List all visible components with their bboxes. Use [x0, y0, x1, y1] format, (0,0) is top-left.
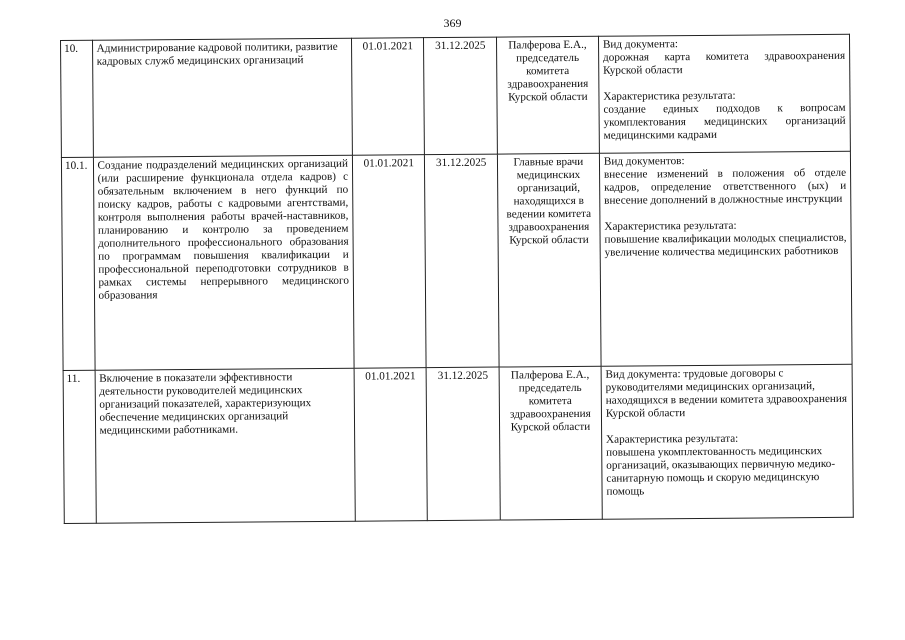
- table-row: [61, 34, 851, 157]
- result-value: повышена укомплектованность медицинских организаций, оказывающих первичную медико-санитарную помощь и скорую медицинскую помощь: [606, 445, 836, 498]
- end-date: 31.12.2025: [427, 367, 501, 521]
- end-date: 31.12.2025: [425, 154, 499, 368]
- activity-title: Включение в показатели эффективности деятельности руководителей медицинских организаций показателей, характеризующих обеспечение медицинских организаций медицинскими работниками.: [95, 368, 356, 523]
- table-row: [61, 151, 852, 370]
- doc-label: Вид документов:: [603, 155, 685, 168]
- table-row: [63, 364, 853, 523]
- doc-label: Вид документа:: [602, 38, 679, 51]
- start-date: 01.01.2021: [351, 38, 424, 156]
- doc-type: [605, 367, 848, 421]
- document-table-wrapper: [60, 34, 854, 524]
- result-label: Характеристика результата:: [605, 432, 739, 446]
- start-date: 01.01.2021: [352, 155, 426, 369]
- activities-table: [60, 34, 854, 524]
- page-number: 369: [443, 16, 462, 30]
- result-label: Характеристика результата:: [604, 219, 737, 233]
- responsible: Палферова Е.А., председатель комитета здравоохранения Курской области: [496, 36, 599, 154]
- result-cell: [598, 34, 850, 153]
- doc-value: трудовые договоры с руководителями медицинских организаций, находящихся в ведении комитета здравоохранения Курской области: [605, 367, 848, 420]
- result-value: создание единых подходов к вопросам укомплектования медицинских организаций медицинскими кадрами: [603, 101, 846, 142]
- responsible: Палферова Е.А., председатель комитета здравоохранения Курской области: [499, 366, 602, 520]
- doc-value: дорожная карта комитета здравоохранения Курской области: [602, 49, 846, 77]
- activity-title: Администрирование кадровой политики, развитие кадровых служб медицинских организаций: [92, 38, 352, 157]
- row-number: 10.: [61, 40, 93, 157]
- result-value: повышение квалификации молодых специалистов, увеличение количества медицинских работников: [604, 231, 847, 259]
- start-date: 01.01.2021: [354, 368, 428, 522]
- activity-title: Создание подразделений медицинских организаций (или расширение функционала отдела кадров) с обязательным включением в него функций по поиску кадров, работы с кадровыми агентствами, контроля выполнения работы врачей-наставников, планированию и контролю за проведением дополнительного профессионального образования по программам повышения квалификации и профессиональной переподготовки сотрудников в рамках системы непрерывного медицинского образования: [93, 155, 354, 370]
- doc-value: внесение изменений в положения об отделе кадров, определение ответственного (ых) и внесение дополнений в должностные инструкции: [603, 166, 847, 207]
- row-number: 11.: [63, 370, 96, 523]
- row-number: 10.1.: [61, 157, 94, 370]
- end-date: 31.12.2025: [424, 37, 497, 155]
- responsible: Главные врачи медицинских организаций, находящихся в ведении комитета здравоохранения Курской области: [497, 153, 601, 367]
- result-cell: [601, 364, 853, 519]
- doc-label: Вид документа:: [605, 368, 681, 381]
- result-label: Характеристика результата:: [603, 89, 736, 103]
- result-cell: [599, 151, 852, 366]
